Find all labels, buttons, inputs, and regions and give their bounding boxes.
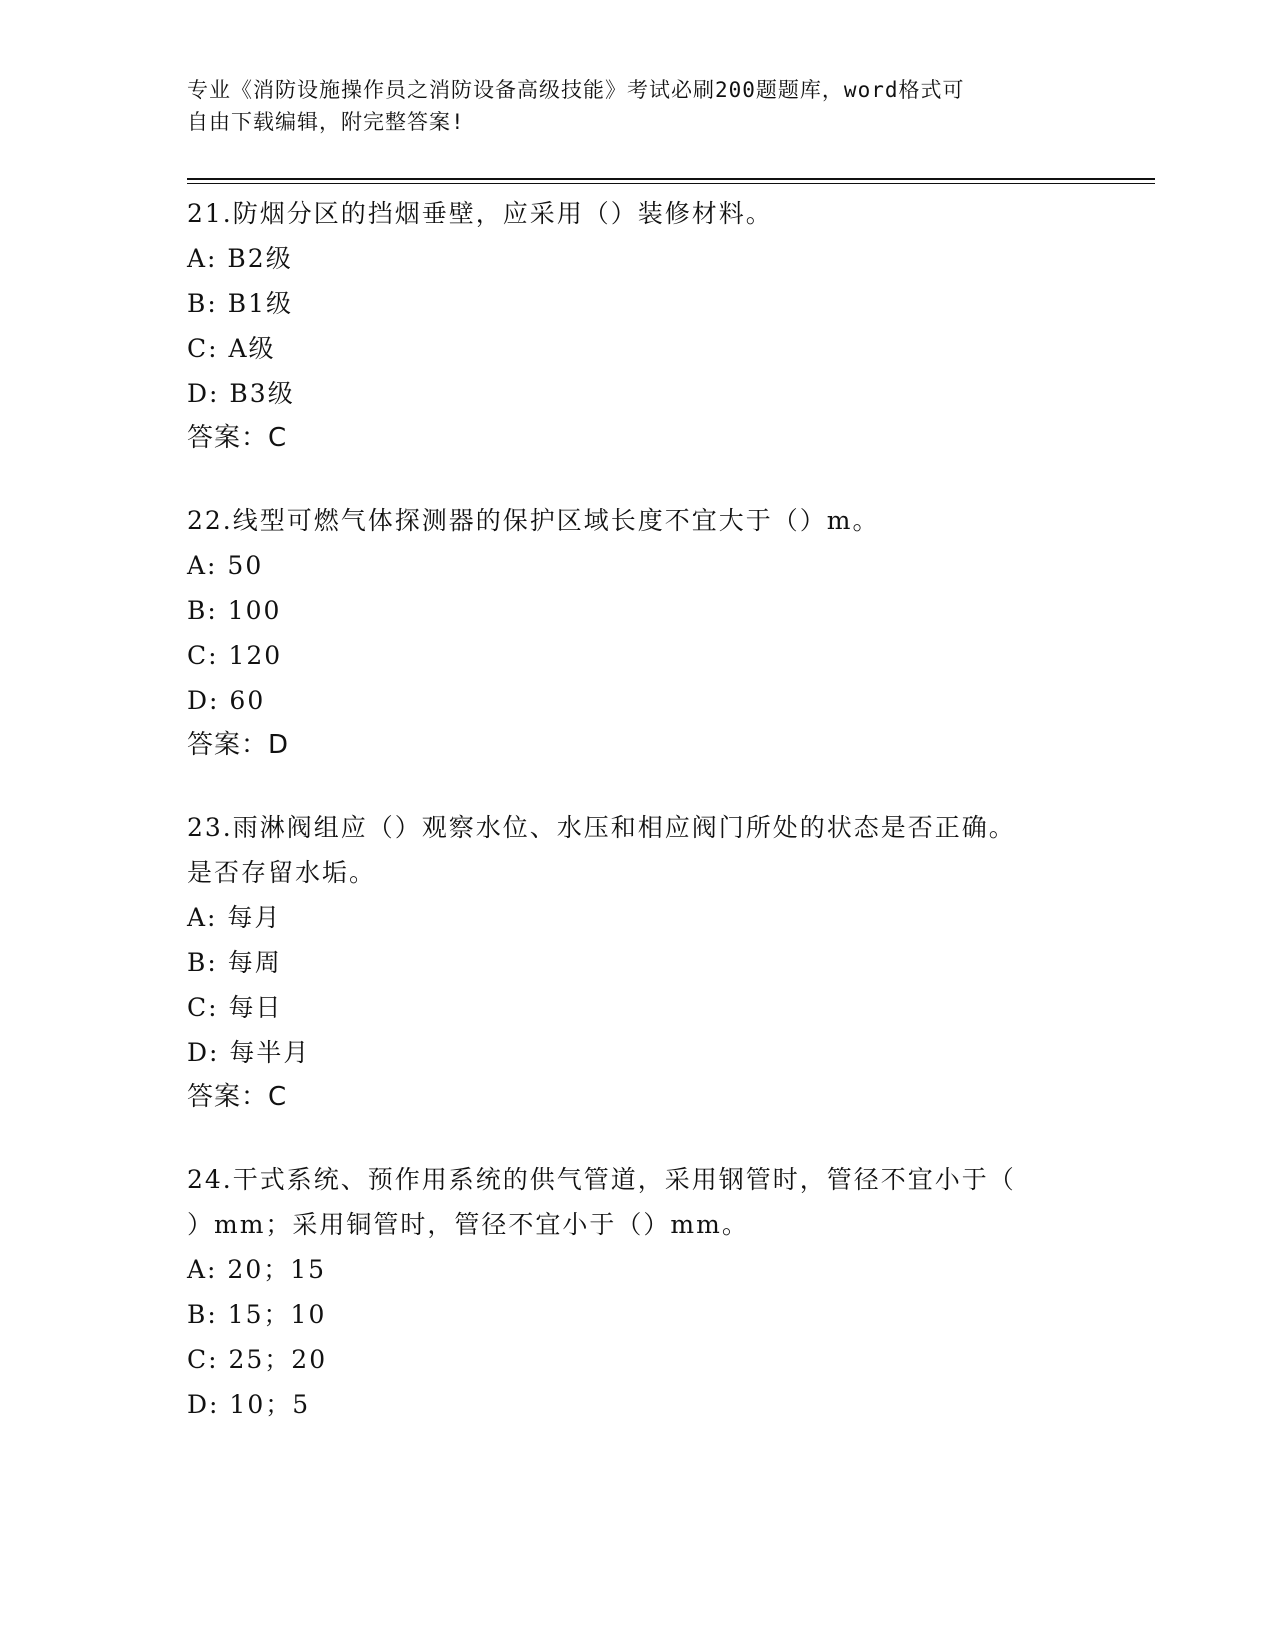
option-a: A: 每月: [187, 903, 282, 932]
option-a: A: 20；15: [187, 1255, 327, 1284]
option-d: D: 每半月: [187, 1038, 311, 1067]
answer-label: 答案：C: [187, 423, 288, 453]
question-text: 23.雨淋阀组应（）观察水位、水压和相应阀门所处的状态是否正确。: [187, 813, 1016, 842]
question-list: [187, 191, 1087, 1464]
option-b: B: 15；10: [187, 1300, 327, 1329]
document-header: [187, 74, 1067, 138]
option-c: C: 每日: [187, 993, 283, 1022]
header-divider-thick: [187, 178, 1155, 180]
option-c: C: A级: [187, 334, 276, 363]
question-23: [187, 805, 1087, 1120]
option-d: D: 10；5: [187, 1390, 311, 1419]
question-text-continued: 是否存留水垢。: [187, 858, 377, 887]
question-24: [187, 1157, 1087, 1427]
answer-label: 答案：D: [187, 730, 290, 760]
question-text: 22.线型可燃气体探测器的保护区域长度不宜大于（）m。: [187, 506, 880, 535]
option-c: C: 25；20: [187, 1345, 328, 1374]
header-line-2: 自由下载编辑，附完整答案!: [187, 110, 465, 134]
answer-label: 答案：C: [187, 1082, 288, 1112]
option-b: B: 每周: [187, 948, 282, 977]
question-text: 21.防烟分区的挡烟垂壁，应采用（）装修材料。: [187, 199, 773, 228]
question-22: [187, 498, 1087, 768]
header-divider-thin: [187, 183, 1155, 184]
header-line-1: 专业《消防设施操作员之消防设备高级技能》考试必刷200题题库，word格式可: [187, 78, 965, 102]
question-text-continued: ）mm；采用铜管时，管径不宜小于（）mm。: [187, 1210, 749, 1239]
option-b: B: B1级: [187, 289, 294, 318]
option-d: D: B3级: [187, 379, 295, 408]
option-a: A: 50: [187, 551, 264, 580]
option-c: C: 120: [187, 641, 283, 670]
option-a: A: B2级: [187, 244, 293, 273]
option-b: B: 100: [187, 596, 282, 625]
option-d: D: 60: [187, 686, 266, 715]
question-21: [187, 191, 1087, 461]
question-text: 24.干式系统、预作用系统的供气管道，采用钢管时，管径不宜小于（: [187, 1165, 1016, 1194]
